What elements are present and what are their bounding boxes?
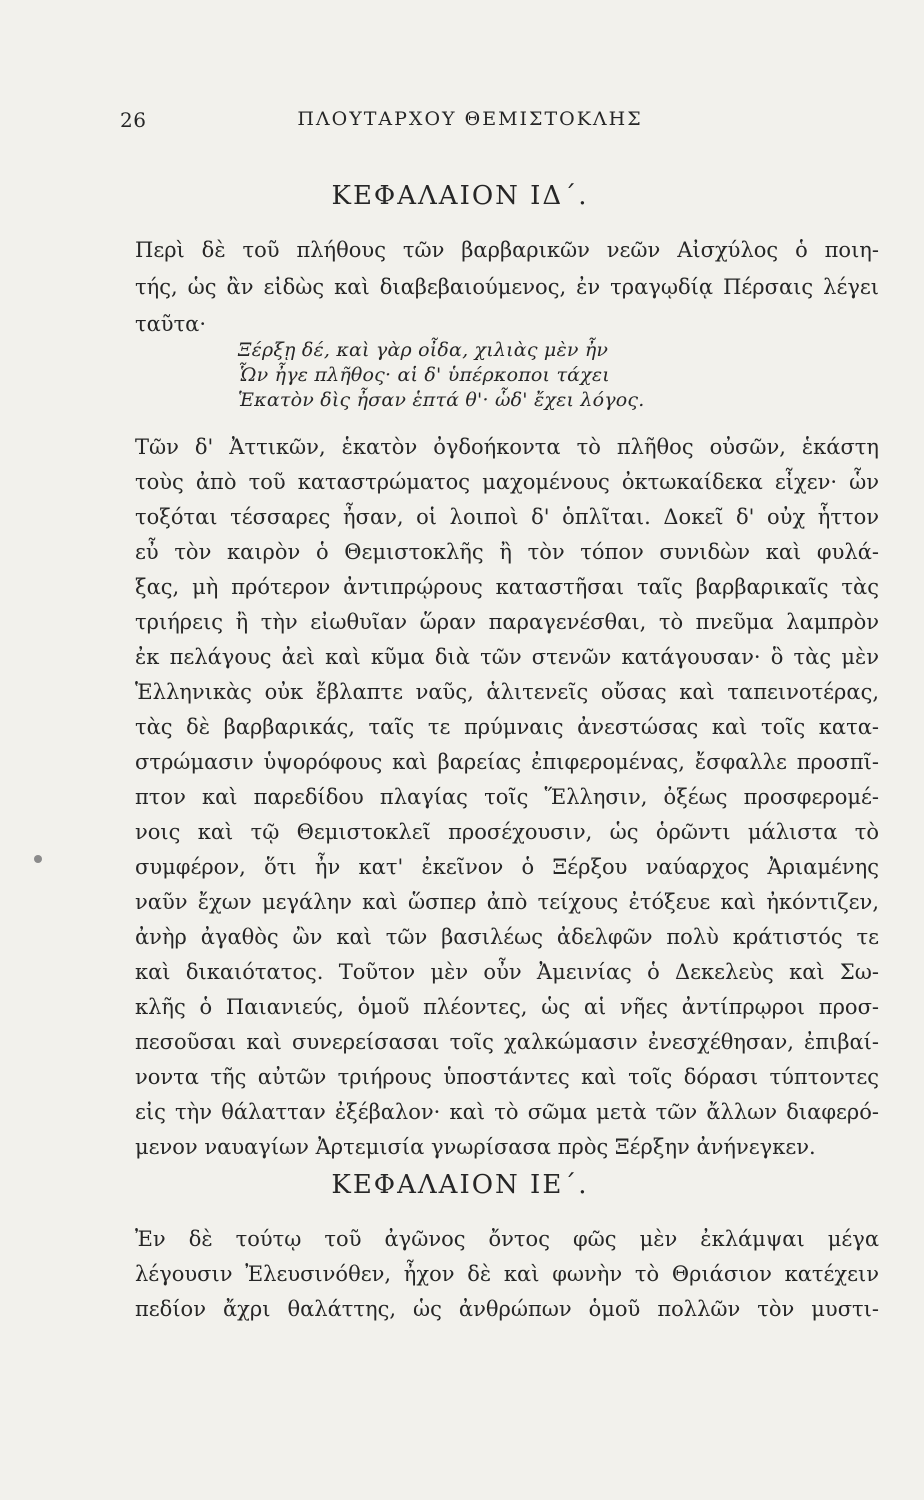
body-line-17: κλῆς ὁ Παιανιεύς, ὁμοῦ πλέοντες, ὡς αἱ νῆες ἀντίπρῳροι προσ- <box>135 995 879 1019</box>
body-line-1: Τῶν δ' Ἀττικῶν, ἑκατὸν ὀγδοήκοντα τὸ πλῆθος οὐσῶν, ἑκάστη <box>135 435 879 459</box>
body-line-14: ναῦν ἔχων μεγάλην καὶ ὥσπερ ἀπὸ τείχους ἐτόξευε καὶ ἠκόντιζεν, <box>135 890 879 914</box>
chapter2-line-1: Ἐν δὲ τούτῳ τοῦ ἀγῶνος ὄντος φῶς μὲν ἐκλάμψαι μέγα <box>135 1227 879 1251</box>
body-line-10: στρώμασιν ὑψορόφους καὶ βαρείας ἐπιφερομένας, ἔσφαλλε προσπῖ- <box>135 750 879 774</box>
body-line-9: τὰς δὲ βαρβαρικάς, ταῖς τε πρύμναις ἀνεστώσας καὶ τοῖς κατα- <box>135 715 879 739</box>
body-line-12: νοις καὶ τῷ Θεμιστοκλεῖ προσέχουσιν, ὡς ὁρῶντι μάλιστα τὸ <box>135 820 879 844</box>
chapter-title-15: ΚΕΦΑΛΑΙΟΝ ΙΕ΄. <box>331 1170 589 1200</box>
verse-line-1: Ξέρξῃ δέ, καὶ γὰρ οἶδα, χιλιὰς μὲν ἦν <box>238 339 609 361</box>
chapter2-line-2: λέγουσιν Ἐλευσινόθεν, ἦχον δὲ καὶ φωνὴν τὸ Θριάσιον κατέχειν <box>135 1262 879 1286</box>
body-line-18: πεσοῦσαι καὶ συνερείσασαι τοῖς χαλκώμασιν ἐνεσχέθησαν, ἐπιβαί- <box>135 1030 879 1054</box>
body-line-15: ἀνὴρ ἀγαθὸς ὢν καὶ τῶν βασιλέως ἀδελφῶν πολὺ κράτιστός τε <box>135 925 879 949</box>
body-line-13: συμφέρον, ὅτι ἦν κατ' ἐκεῖνον ὁ Ξέρξου ναύαρχος Ἀριαμένης <box>135 855 879 879</box>
body-line-16: καὶ δικαιότατος. Τοῦτον μὲν οὖν Ἀμεινίας ὁ Δεκελεὺς καὶ Σω- <box>135 960 879 984</box>
body-line-2: τοὺς ἀπὸ τοῦ καταστρώματος μαχομένους ὀκτωκαίδεκα εἶχεν· ὧν <box>135 470 879 494</box>
intro-line-2: τής, ὡς ἂν εἰδὼς καὶ διαβεβαιούμενος, ἐν τραγῳδίᾳ Πέρσαις λέγει <box>135 275 879 299</box>
chapter2-line-3: πεδίον ἄχρι θαλάττης, ὡς ἀνθρώπων ὁμοῦ πολλῶν τὸν μυστι- <box>135 1297 879 1321</box>
body-line-11: πτον καὶ παρεδίδου πλαγίας τοῖς Ἕλλησιν, ὀξέως προσφερομέ- <box>135 785 879 809</box>
body-line-3: τοξόται τέσσαρες ἦσαν, οἱ λοιποὶ δ' ὁπλῖται. Δοκεῖ δ' οὐχ ἧττον <box>135 505 879 529</box>
running-head: ΠΛΟΥΤΑΡΧΟΥ ΘΕΜΙΣΤΟΚΛΗΣ <box>297 108 643 130</box>
body-line-19: νοντα τῆς αὐτῶν τριήρους ὑποστάντες καὶ τοῖς δόρασι τύπτοντες <box>135 1065 879 1089</box>
margin-dot-mark <box>34 855 42 863</box>
intro-line-3: ταῦτα· <box>135 312 207 336</box>
body-line-20: εἰς τὴν θάλατταν ἐξέβαλον· καὶ τὸ σῶμα μετὰ τῶν ἄλλων διαφερό- <box>135 1100 879 1124</box>
verse-line-3: Ἑκατὸν δὶς ἦσαν ἑπτά θ'· ὧδ' ἔχει λόγος. <box>238 389 645 411</box>
intro-line-1: Περὶ δὲ τοῦ πλήθους τῶν βαρβαρικῶν νεῶν Αἰσχύλος ὁ ποιη- <box>135 238 879 262</box>
chapter-title-14: ΚΕΦΑΛΑΙΟΝ ΙΔ΄. <box>331 181 589 211</box>
body-line-6: τριήρεις ἢ τὴν εἰωθυῖαν ὥραν παραγενέσθαι, τὸ πνεῦμα λαμπρὸν <box>135 610 879 634</box>
body-line-5: ξας, μὴ πρότερον ἀντιπρῴρους καταστῆσαι ταῖς βαρβαρικαῖς τὰς <box>135 575 879 599</box>
body-line-4: εὖ τὸν καιρὸν ὁ Θεμιστοκλῆς ἢ τὸν τόπον συνιδὼν καὶ φυλά- <box>135 540 879 564</box>
body-line-8: Ἑλληνικὰς οὐκ ἔβλαπτε ναῦς, ἁλιτενεῖς οὔσας καὶ ταπεινοτέρας, <box>135 680 879 704</box>
page-number: 26 <box>120 108 147 132</box>
body-line-21: μενον ναυαγίων Ἀρτεμισία γνωρίσασα πρὸς Ξέρξην ἀνήνεγκεν. <box>135 1135 816 1159</box>
verse-line-2: Ὧν ἦγε πλῆθος· αἱ δ' ὑπέρκοποι τάχει <box>238 364 610 386</box>
body-line-7: ἐκ πελάγους ἀεὶ καὶ κῦμα διὰ τῶν στενῶν κατάγουσαν· ὃ τὰς μὲν <box>135 645 879 669</box>
